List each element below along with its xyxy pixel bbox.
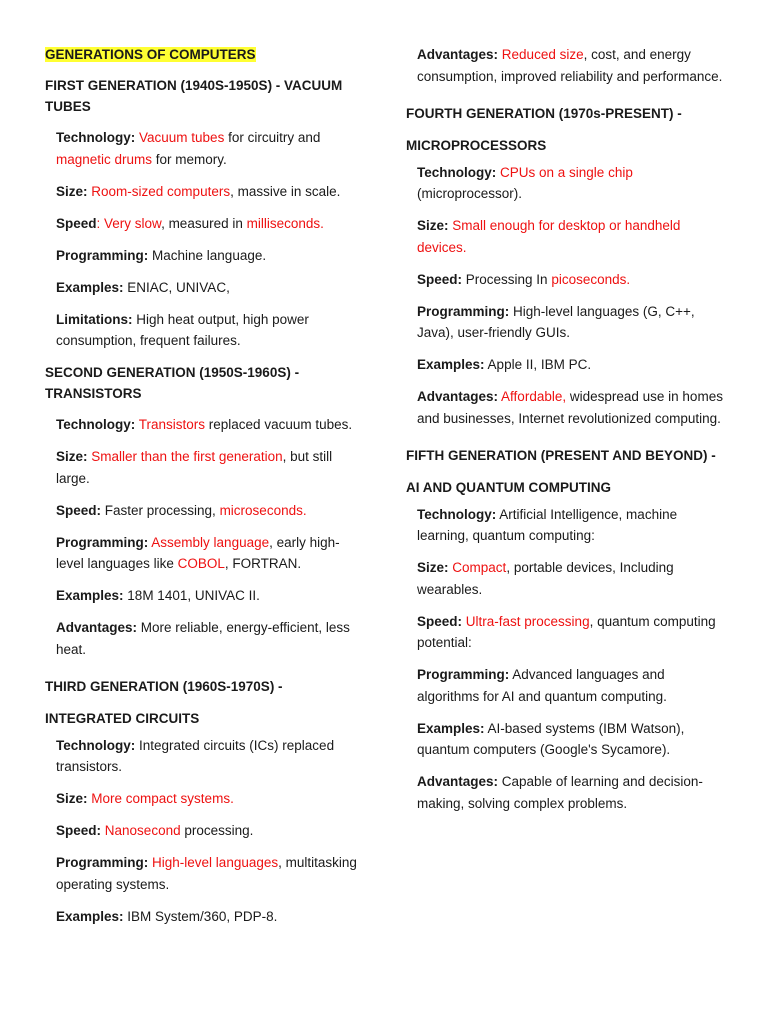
gen4-speed-r1: picoseconds. [551, 271, 631, 287]
gen3-speed [56, 820, 365, 842]
gen1-limitations-label: Limitations: [56, 311, 133, 327]
gen2-programming-label: Programming: [56, 534, 149, 550]
gen1-examples [56, 277, 365, 299]
gen5-programming [417, 664, 726, 707]
gen1-technology-t1: for circuitry and [224, 130, 321, 145]
gen1-technology-r2: magnetic drums [56, 151, 153, 167]
gen3-examples-label: Examples: [56, 908, 124, 924]
gen2-size-r1: Smaller than the first generation [91, 449, 283, 464]
gen2-advantages-label: Advantages: [56, 620, 138, 635]
gen4-size-label: Size: [417, 218, 449, 233]
gen4-advantages-t1: widespread use in homes and businesses, Internet revolutionized computing. [417, 389, 723, 426]
gen4-size-r1: Small enough for desktop or handheld devices. [417, 218, 681, 255]
gen1-programming-label: Programming: [56, 247, 149, 263]
gen2-heading: SECOND GENERATION (1950S-1960S) - TRANSISTORS [45, 365, 300, 401]
left-column [45, 44, 365, 938]
gen5-speed [417, 611, 726, 654]
gen1-speed-r1: Very slow [104, 215, 162, 231]
gen1-speed-r2: milliseconds. [246, 215, 324, 231]
gen2-technology-r1: Transistors [138, 417, 206, 432]
gen1-speed [56, 213, 365, 235]
gen5-size-t1: , portable devices, Including wearables. [417, 560, 674, 597]
gen2-programming [56, 532, 365, 575]
right-column [406, 44, 726, 825]
gen5-advantages [417, 771, 726, 814]
gen4-size [417, 215, 726, 258]
gen3-programming-t1: , multitasking operating systems. [56, 855, 357, 892]
gen5-technology-t1: Artificial Intelligence, machine learning, quantum computing: [417, 506, 678, 543]
gen4-speed-label: Speed: [417, 271, 463, 287]
gen5-speed-label: Speed: [417, 613, 463, 629]
gen5-examples-label: Examples: [417, 720, 485, 736]
gen4-programming-t1: High-level languages (G, C++, Java), user-friendly GUIs. [417, 303, 695, 340]
gen2-size [56, 446, 365, 489]
gen3-heading: THIRD GENERATION (1960S-1970S) - INTEGRATED CIRCUITS [45, 678, 283, 726]
gen4-advantages [417, 386, 726, 429]
gen3-size [56, 788, 365, 810]
gen4-programming-label: Programming: [417, 303, 510, 319]
gen2-examples [56, 585, 365, 607]
gen3-advantages [417, 44, 726, 87]
gen4-speed [417, 269, 726, 291]
gen5-size-label: Size: [417, 560, 449, 575]
gen4-advantages-label: Advantages: [417, 389, 499, 404]
gen5-examples [417, 718, 726, 761]
gen3-examples-t1: IBM System/360, PDP-8. [123, 908, 278, 924]
gen3-advantages-label: Advantages: [417, 47, 499, 62]
gen4-speed-t1: Processing In [462, 271, 552, 287]
gen1-size-t1: , massive in scale. [230, 183, 341, 199]
gen3-technology [56, 735, 365, 778]
gen2-speed-t1: Faster processing, [101, 502, 220, 518]
gen4-examples-t1: Apple II, IBM PC. [484, 357, 592, 372]
gen3-programming [56, 852, 365, 895]
gen4-advantages-r1: Affordable, [501, 389, 567, 404]
gen2-speed-label: Speed: [56, 502, 102, 518]
gen2-advantages [56, 617, 365, 660]
gen1-limitations [56, 309, 365, 352]
gen1-speed-t1: , measured in [161, 215, 247, 231]
gen3-technology-label: Technology: [56, 737, 136, 753]
gen3-examples [56, 906, 365, 928]
gen5-programming-t1: Advanced languages and algorithms for AI and quantum computing. [417, 667, 667, 704]
gen2-size-label: Size: [56, 449, 88, 464]
gen2-programming-t1: , early high-level languages like [56, 534, 340, 571]
gen5-speed-t1: , quantum computing potential: [417, 613, 716, 650]
gen1-programming [56, 245, 365, 267]
gen2-advantages-t1: More reliable, energy-efficient, less heat. [56, 620, 350, 657]
gen1-technology-r1: Vacuum tubes [139, 130, 225, 145]
gen2-technology-t1: replaced vacuum tubes. [205, 417, 353, 432]
document-title [45, 44, 365, 65]
gen1-technology-t2: for memory. [152, 151, 227, 167]
gen3-size-label: Size: [56, 791, 88, 806]
gen2-programming-r1: Assembly language [151, 534, 270, 550]
gen1-size-r1: Room-sized computers [91, 183, 231, 199]
gen4-technology-t1: (microprocessor). [417, 186, 523, 201]
title: GENERATIONS OF COMPUTERS [45, 47, 256, 62]
gen5-technology [417, 504, 726, 547]
gen1-examples-t1: ENIAC, UNIVAC, [123, 279, 230, 295]
gen3-size-r1: More compact systems. [91, 791, 234, 806]
gen1-heading: FIRST GENERATION (1940S-1950S) - VACUUM TUBES [45, 78, 343, 114]
gen1-technology-label: Technology: [56, 130, 136, 145]
gen3-speed-r1: Nanosecond [104, 823, 181, 838]
gen2-size-t1: , but still large. [56, 449, 333, 486]
gen3-technology-t1: Integrated circuits (ICs) replaced transistors. [56, 737, 335, 774]
gen1-speed-label: Speed [56, 215, 97, 231]
gen5-speed-r1: Ultra-fast processing [465, 613, 590, 629]
gen3-programming-r1: High-level languages [152, 855, 279, 870]
gen1-size [56, 181, 365, 203]
gen4-technology [417, 162, 726, 205]
gen2-speed [56, 500, 365, 522]
gen5-size-r1: Compact [452, 560, 507, 575]
gen5-advantages-label: Advantages: [417, 774, 499, 789]
gen4-examples-label: Examples: [417, 357, 485, 372]
gen3-advantages-t1: , cost, and energy consumption, improved reliability and performance. [417, 47, 723, 84]
gen5-size [417, 557, 726, 600]
gen2-programming-r2: COBOL [177, 556, 225, 571]
gen2-speed-r1: microseconds. [219, 502, 307, 518]
gen4-examples [417, 354, 726, 376]
gen2-programming-t2: , FORTRAN. [224, 556, 302, 571]
gen2-examples-t1: 18M 1401, UNIVAC II. [123, 588, 260, 603]
gen5-examples-t1: AI-based systems (IBM Watson), quantum computers (Google's Sycamore). [417, 720, 685, 757]
gen4-programming [417, 301, 726, 344]
gen3-speed-label: Speed: [56, 823, 102, 838]
gen3-speed-t1: processing. [180, 823, 254, 838]
gen4-heading: FOURTH GENERATION (1970s-PRESENT) - MICROPROCESSORS [406, 105, 682, 153]
gen5-technology-label: Technology: [417, 506, 497, 522]
gen1-size-label: Size: [56, 183, 88, 199]
gen4-technology-label: Technology: [417, 164, 497, 180]
gen1-examples-label: Examples: [56, 279, 124, 295]
gen2-technology-label: Technology: [56, 417, 136, 432]
gen5-programming-label: Programming: [417, 667, 510, 682]
gen5-advantages-t1: Capable of learning and decision-making, solving complex problems. [417, 774, 703, 811]
gen4-technology-r1: CPUs on a single chip [500, 164, 633, 180]
gen2-examples-label: Examples: [56, 588, 124, 603]
gen3-programming-label: Programming: [56, 855, 149, 870]
gen1-programming-t1: Machine language. [148, 247, 267, 263]
gen2-technology [56, 414, 365, 436]
gen1-technology [56, 127, 365, 170]
gen1-limitations-t1: High heat output, high power consumption, frequent failures. [56, 311, 309, 348]
gen1-speed-r0: : [96, 215, 105, 231]
gen5-heading: FIFTH GENERATION (PRESENT AND BEYOND) - AI AND QUANTUM COMPUTING [406, 447, 716, 495]
gen3-advantages-r1: Reduced size [501, 47, 584, 62]
